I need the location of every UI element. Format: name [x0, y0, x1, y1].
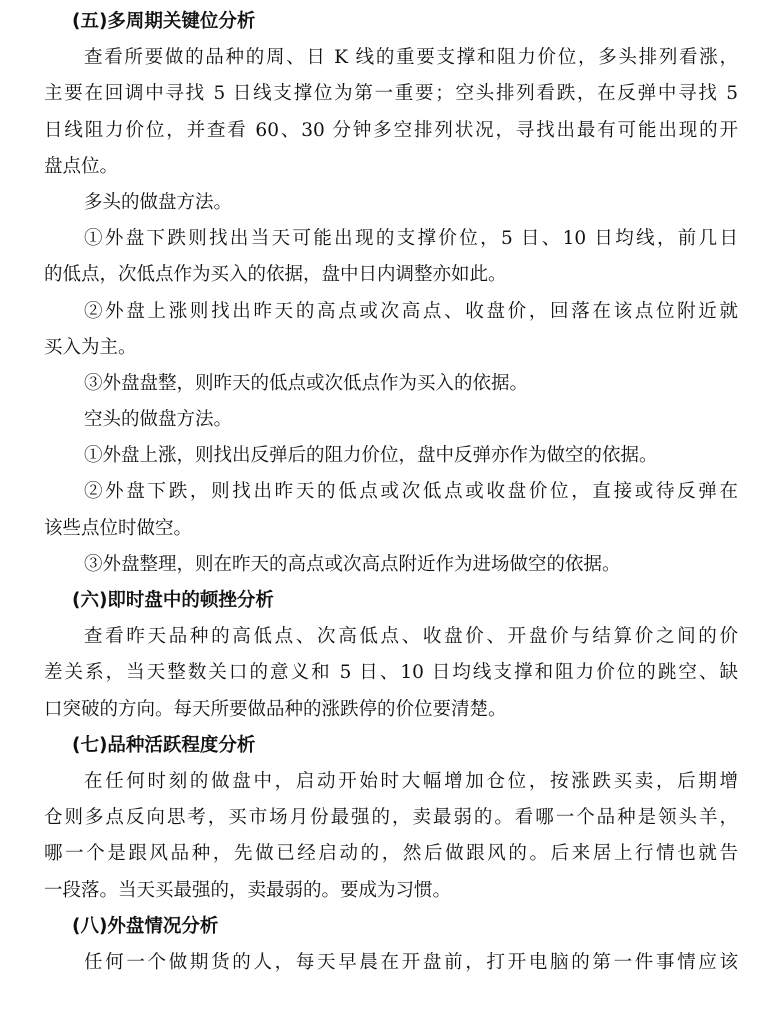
- paragraph-line: ②外盘上涨则找出昨天的高点或次高点、收盘价，回落在该点位附近就: [84, 300, 738, 322]
- paragraph-line: 主要在回调中寻找 5 日线支撑位为第一重要；空头排列看跌，在反弹中寻找 5: [44, 83, 738, 105]
- section-heading: (五)多周期关键位分析: [72, 11, 256, 32]
- paragraph-line: 该些点位时做空。: [44, 517, 193, 539]
- paragraph-line: 多头的做盘方法。: [84, 191, 233, 213]
- section-heading: (七)品种活跃程度分析: [72, 734, 256, 756]
- paragraph-line: 一段落。当天买最强的，卖最弱的。要成为习惯。: [44, 879, 452, 901]
- paragraph-line: 哪一个是跟风品种，先做已经启动的，然后做跟风的。后来居上行情也就告: [44, 843, 738, 865]
- paragraph-line: 查看昨天品种的高低点、次高低点、收盘价、开盘价与结算价之间的价: [84, 626, 738, 648]
- paragraph-line: ①外盘下跌则找出当天可能出现的支撑价位，5 日、10 日均线，前几日: [84, 228, 738, 250]
- paragraph-line: ③外盘盘整，则昨天的低点或次低点作为买入的依据。: [84, 372, 529, 394]
- paragraph-line: 买入为主。: [44, 336, 137, 358]
- paragraph-line: ②外盘下跌，则找出昨天的低点或次低点或收盘价位，直接或待反弹在: [84, 481, 738, 503]
- paragraph-line: 差关系，当天整数关口的意义和 5 日、10 日均线支撑和阻力价位的跳空、缺: [44, 662, 738, 684]
- paragraph-line: 在任何时刻的做盘中，启动开始时大幅增加仓位，按涨跌买卖，后期增: [84, 770, 738, 792]
- paragraph-line: 口突破的方向。每天所要做品种的涨跌停的价位要清楚。: [44, 698, 507, 720]
- paragraph-line: 盘点位。: [44, 155, 119, 177]
- section-heading: (六)即时盘中的顿挫分析: [72, 590, 274, 611]
- paragraph-line: ③外盘整理，则在昨天的高点或次高点附近作为进场做空的依据。: [84, 553, 621, 575]
- paragraph-line: 查看所要做的品种的周、日 K 线的重要支撑和阻力价位，多头排列看涨，: [84, 47, 738, 69]
- paragraph-line: ①外盘上涨，则找出反弹后的阻力价位，盘中反弹亦作为做空的依据。: [84, 445, 658, 467]
- paragraph-line: 任何一个做期货的人，每天早晨在开盘前，打开电脑的第一件事情应该: [84, 951, 738, 973]
- paragraph-line: 空头的做盘方法。: [84, 409, 233, 431]
- paragraph-line: 的低点，次低点作为买入的依据，盘中日内调整亦如此。: [44, 264, 507, 286]
- paragraph-line: 日线阻力价位，并查看 60、30 分钟多空排列状况，寻找出最有可能出现的开: [44, 119, 738, 141]
- paragraph-line: 仓则多点反向思考，买市场月份最强的，卖最弱的。看哪一个品种是领头羊，: [44, 807, 738, 829]
- section-heading: (八)外盘情况分析: [72, 915, 219, 937]
